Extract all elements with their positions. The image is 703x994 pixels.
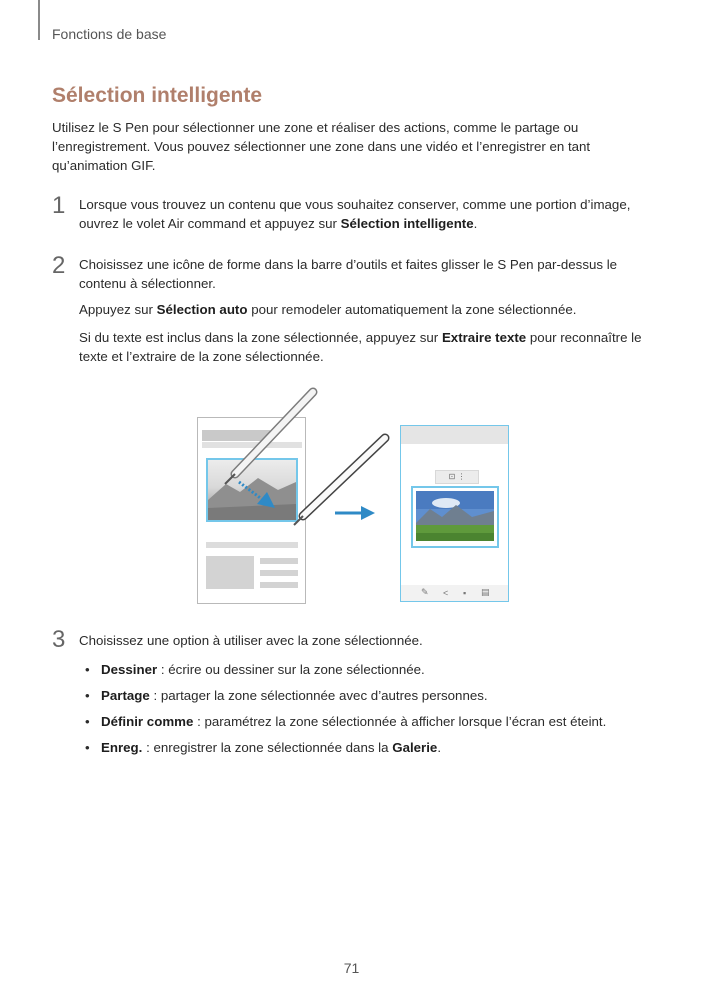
text-line — [260, 582, 298, 588]
save-icon: ▤ — [481, 587, 490, 597]
text-line — [260, 570, 298, 576]
intro-paragraph: Utilisez le S Pen pour sélectionner une zone et réaliser des actions, comme le partage ou l’enregistrement. Vous pouvez sélectionner une zone dans une vidéo et l’enregistrer en tant qu’animation GIF. — [52, 120, 591, 173]
step-2-number: 2 — [52, 252, 66, 279]
option-label: Partage — [101, 688, 150, 703]
smart-select-label: Sélection intelligente — [340, 216, 474, 231]
header-divider — [38, 0, 40, 40]
set-as-icon: ▪ — [463, 588, 467, 598]
list-item: • Dessiner : écrire ou dessiner sur la zone sélectionnée. — [85, 662, 425, 677]
bullet-dot: • — [85, 662, 90, 677]
step-2-text: Choisissez une icône de forme dans la barre d’outils et faites glisser le S Pen par-dessus le contenu à sélectionner. — [79, 257, 618, 291]
content-block — [206, 556, 254, 589]
option-label: Dessiner — [101, 662, 158, 677]
step-2-extract-text: Si du texte est inclus dans la zone sélectionnée, appuyez sur Extraire texte pour reconnaître le texte et l’extraire de la zone sélectionnée. — [79, 330, 642, 364]
option-label: Définir comme — [101, 714, 194, 729]
list-item: • Partage : partager la zone sélectionnée avec d’autres personnes. — [85, 688, 488, 703]
bullet-dot: • — [85, 688, 90, 703]
gesture-dashes — [239, 482, 263, 500]
gesture-arrowhead — [257, 492, 275, 508]
arrow-right-icon — [361, 506, 375, 520]
bullet-dot: • — [85, 714, 90, 729]
auto-select-label: Sélection auto — [156, 302, 248, 317]
step-1-text: Lorsque vous trouvez un contenu que vous souhaitez conserver, comme une portion d’image, ouvrez le volet Air command et appuyez sur Sélection intelligente. — [79, 197, 631, 231]
option-label: Enreg. — [101, 740, 143, 755]
gallery-label: Galerie — [392, 740, 438, 755]
list-item: • Définir comme : paramétrez la zone sélectionnée à afficher lorsque l’écran est éteint. — [85, 714, 607, 729]
step-1-number: 1 — [52, 192, 66, 219]
section-header: Fonctions de base — [52, 26, 167, 42]
option-list — [79, 660, 659, 764]
action-bar — [401, 585, 508, 601]
step-3-number: 3 — [52, 626, 66, 653]
toolbar-chip: ⊡ ⋮ — [435, 470, 479, 484]
step-3-text: Choisissez une option à utiliser avec la zone sélectionnée. — [79, 633, 423, 648]
text-line — [206, 542, 298, 548]
share-icon: < — [443, 588, 449, 598]
text-line — [260, 558, 298, 564]
extract-text-label: Extraire texte — [441, 330, 527, 345]
bullet-dot: • — [85, 740, 90, 755]
page-title: Sélection intelligente — [52, 84, 263, 107]
step-2-auto-select: Appuyez sur Sélection auto pour remodeler automatiquement la zone sélectionnée. — [79, 302, 577, 317]
list-item: • Enreg. : enregistrer la zone sélectionnée dans la Galerie. — [85, 740, 442, 755]
page-number: 71 — [343, 960, 360, 976]
s-pen-illustration — [195, 380, 515, 530]
pen-icon: ✎ — [421, 587, 429, 597]
s-pen-icon — [225, 392, 313, 484]
